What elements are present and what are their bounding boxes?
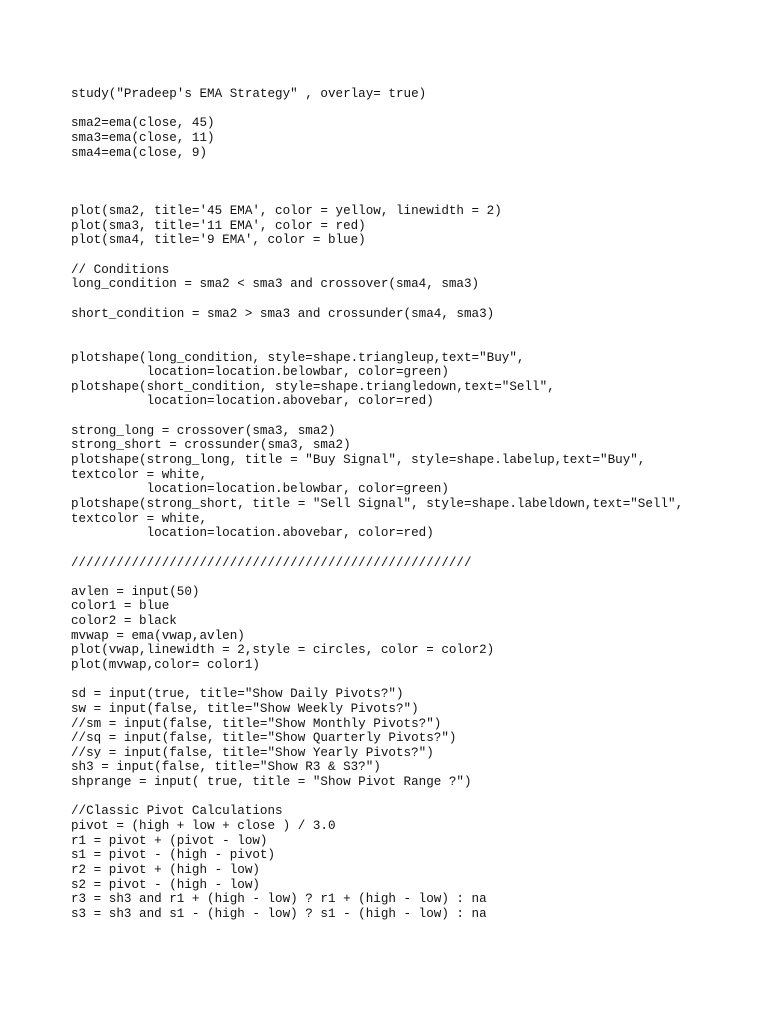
code-line: short_condition = sma2 > sma3 and crossunder(sma4, sma3) bbox=[71, 306, 495, 321]
code-line: strong_long = crossover(sma3, sma2) bbox=[71, 423, 336, 438]
code-line: plot(mvwap,color= color1) bbox=[71, 657, 260, 672]
code-line bbox=[71, 673, 761, 688]
code-line: avlen = input(50) bbox=[71, 584, 200, 599]
code-line: color2 = black bbox=[71, 614, 177, 629]
code-line bbox=[71, 292, 761, 307]
code-line: sd = input(true, title="Show Daily Pivots?") bbox=[71, 687, 404, 702]
code-line: color1 = blue bbox=[71, 599, 170, 614]
code-line: sma3=ema(close, 11) bbox=[71, 130, 215, 145]
code-line: sma2=ema(close, 45) bbox=[71, 116, 215, 131]
code-line: plot(sma4, title='9 EMA', color = blue) bbox=[71, 233, 366, 248]
code-line: mvwap = ema(vwap,avlen) bbox=[71, 628, 245, 643]
code-line: textcolor = white, bbox=[71, 467, 208, 482]
code-line bbox=[71, 321, 761, 336]
code-line: study("Pradeep's EMA Strategy" , overlay= true) bbox=[71, 87, 427, 101]
code-line bbox=[71, 175, 761, 190]
code-line bbox=[71, 248, 761, 263]
code-line: // Conditions bbox=[71, 262, 170, 277]
code-line: textcolor = white, bbox=[71, 511, 208, 526]
code-line: plot(vwap,linewidth = 2,style = circles, color = color2) bbox=[71, 643, 495, 658]
code-line: r2 = pivot + (high - low) bbox=[71, 862, 260, 877]
code-line: location=location.abovebar, color=red) bbox=[71, 394, 434, 409]
code-line: plot(sma2, title='45 EMA', color = yellow, linewidth = 2) bbox=[71, 204, 502, 219]
code-line: sma4=ema(close, 9) bbox=[71, 145, 208, 160]
code-line: s1 = pivot - (high - pivot) bbox=[71, 848, 276, 863]
code-line: sh3 = input(false, title="Show R3 & S3?") bbox=[71, 760, 381, 775]
code-line: s2 = pivot - (high - low) bbox=[71, 877, 260, 892]
code-line: strong_short = crossunder(sma3, sma2) bbox=[71, 438, 351, 453]
code-line: plotshape(strong_long, title = "Buy Signal", style=shape.labelup,text="Buy", bbox=[71, 453, 646, 468]
code-line: plotshape(strong_short, title = "Sell Signal", style=shape.labeldown,text="Sell", bbox=[71, 496, 684, 511]
code-line bbox=[71, 336, 761, 351]
code-line: plotshape(short_condition, style=shape.triangledown,text="Sell", bbox=[71, 379, 555, 394]
code-line: location=location.belowbar, color=green) bbox=[71, 365, 449, 380]
code-line: //sy = input(false, title="Show Yearly Pivots?") bbox=[71, 745, 434, 760]
code-line: plotshape(long_condition, style=shape.triangleup,text="Buy", bbox=[71, 350, 525, 365]
code-line: r3 = sh3 and r1 + (high - low) ? r1 + (high - low) : na bbox=[71, 892, 487, 907]
code-line: location=location.abovebar, color=red) bbox=[71, 526, 434, 541]
code-line bbox=[71, 409, 761, 424]
code-line: //sm = input(false, title="Show Monthly Pivots?") bbox=[71, 716, 442, 731]
code-line bbox=[71, 790, 761, 805]
code-line: sw = input(false, title="Show Weekly Pivots?") bbox=[71, 701, 419, 716]
code-line bbox=[71, 570, 761, 585]
code-line bbox=[71, 541, 761, 556]
code-line: location=location.belowbar, color=green) bbox=[71, 482, 449, 497]
code-line: s3 = sh3 and s1 - (high - low) ? s1 - (high - low) : na bbox=[71, 906, 487, 921]
code-line: //Classic Pivot Calculations bbox=[71, 804, 283, 819]
code-line: long_condition = sma2 < sma3 and crossover(sma4, sma3) bbox=[71, 277, 480, 292]
code-line: plot(sma3, title='11 EMA', color = red) bbox=[71, 218, 366, 233]
code-line bbox=[71, 160, 761, 175]
code-line bbox=[71, 189, 761, 204]
code-line bbox=[71, 102, 761, 117]
code-block bbox=[71, 87, 761, 922]
code-line: shprange = input( true, title = "Show Pivot Range ?") bbox=[71, 775, 472, 790]
code-line: ///////////////////////////////////////////////////// bbox=[71, 555, 472, 570]
code-line: pivot = (high + low + close ) / 3.0 bbox=[71, 819, 336, 834]
code-line: //sq = input(false, title="Show Quarterly Pivots?") bbox=[71, 731, 457, 746]
code-line: r1 = pivot + (pivot - low) bbox=[71, 833, 268, 848]
